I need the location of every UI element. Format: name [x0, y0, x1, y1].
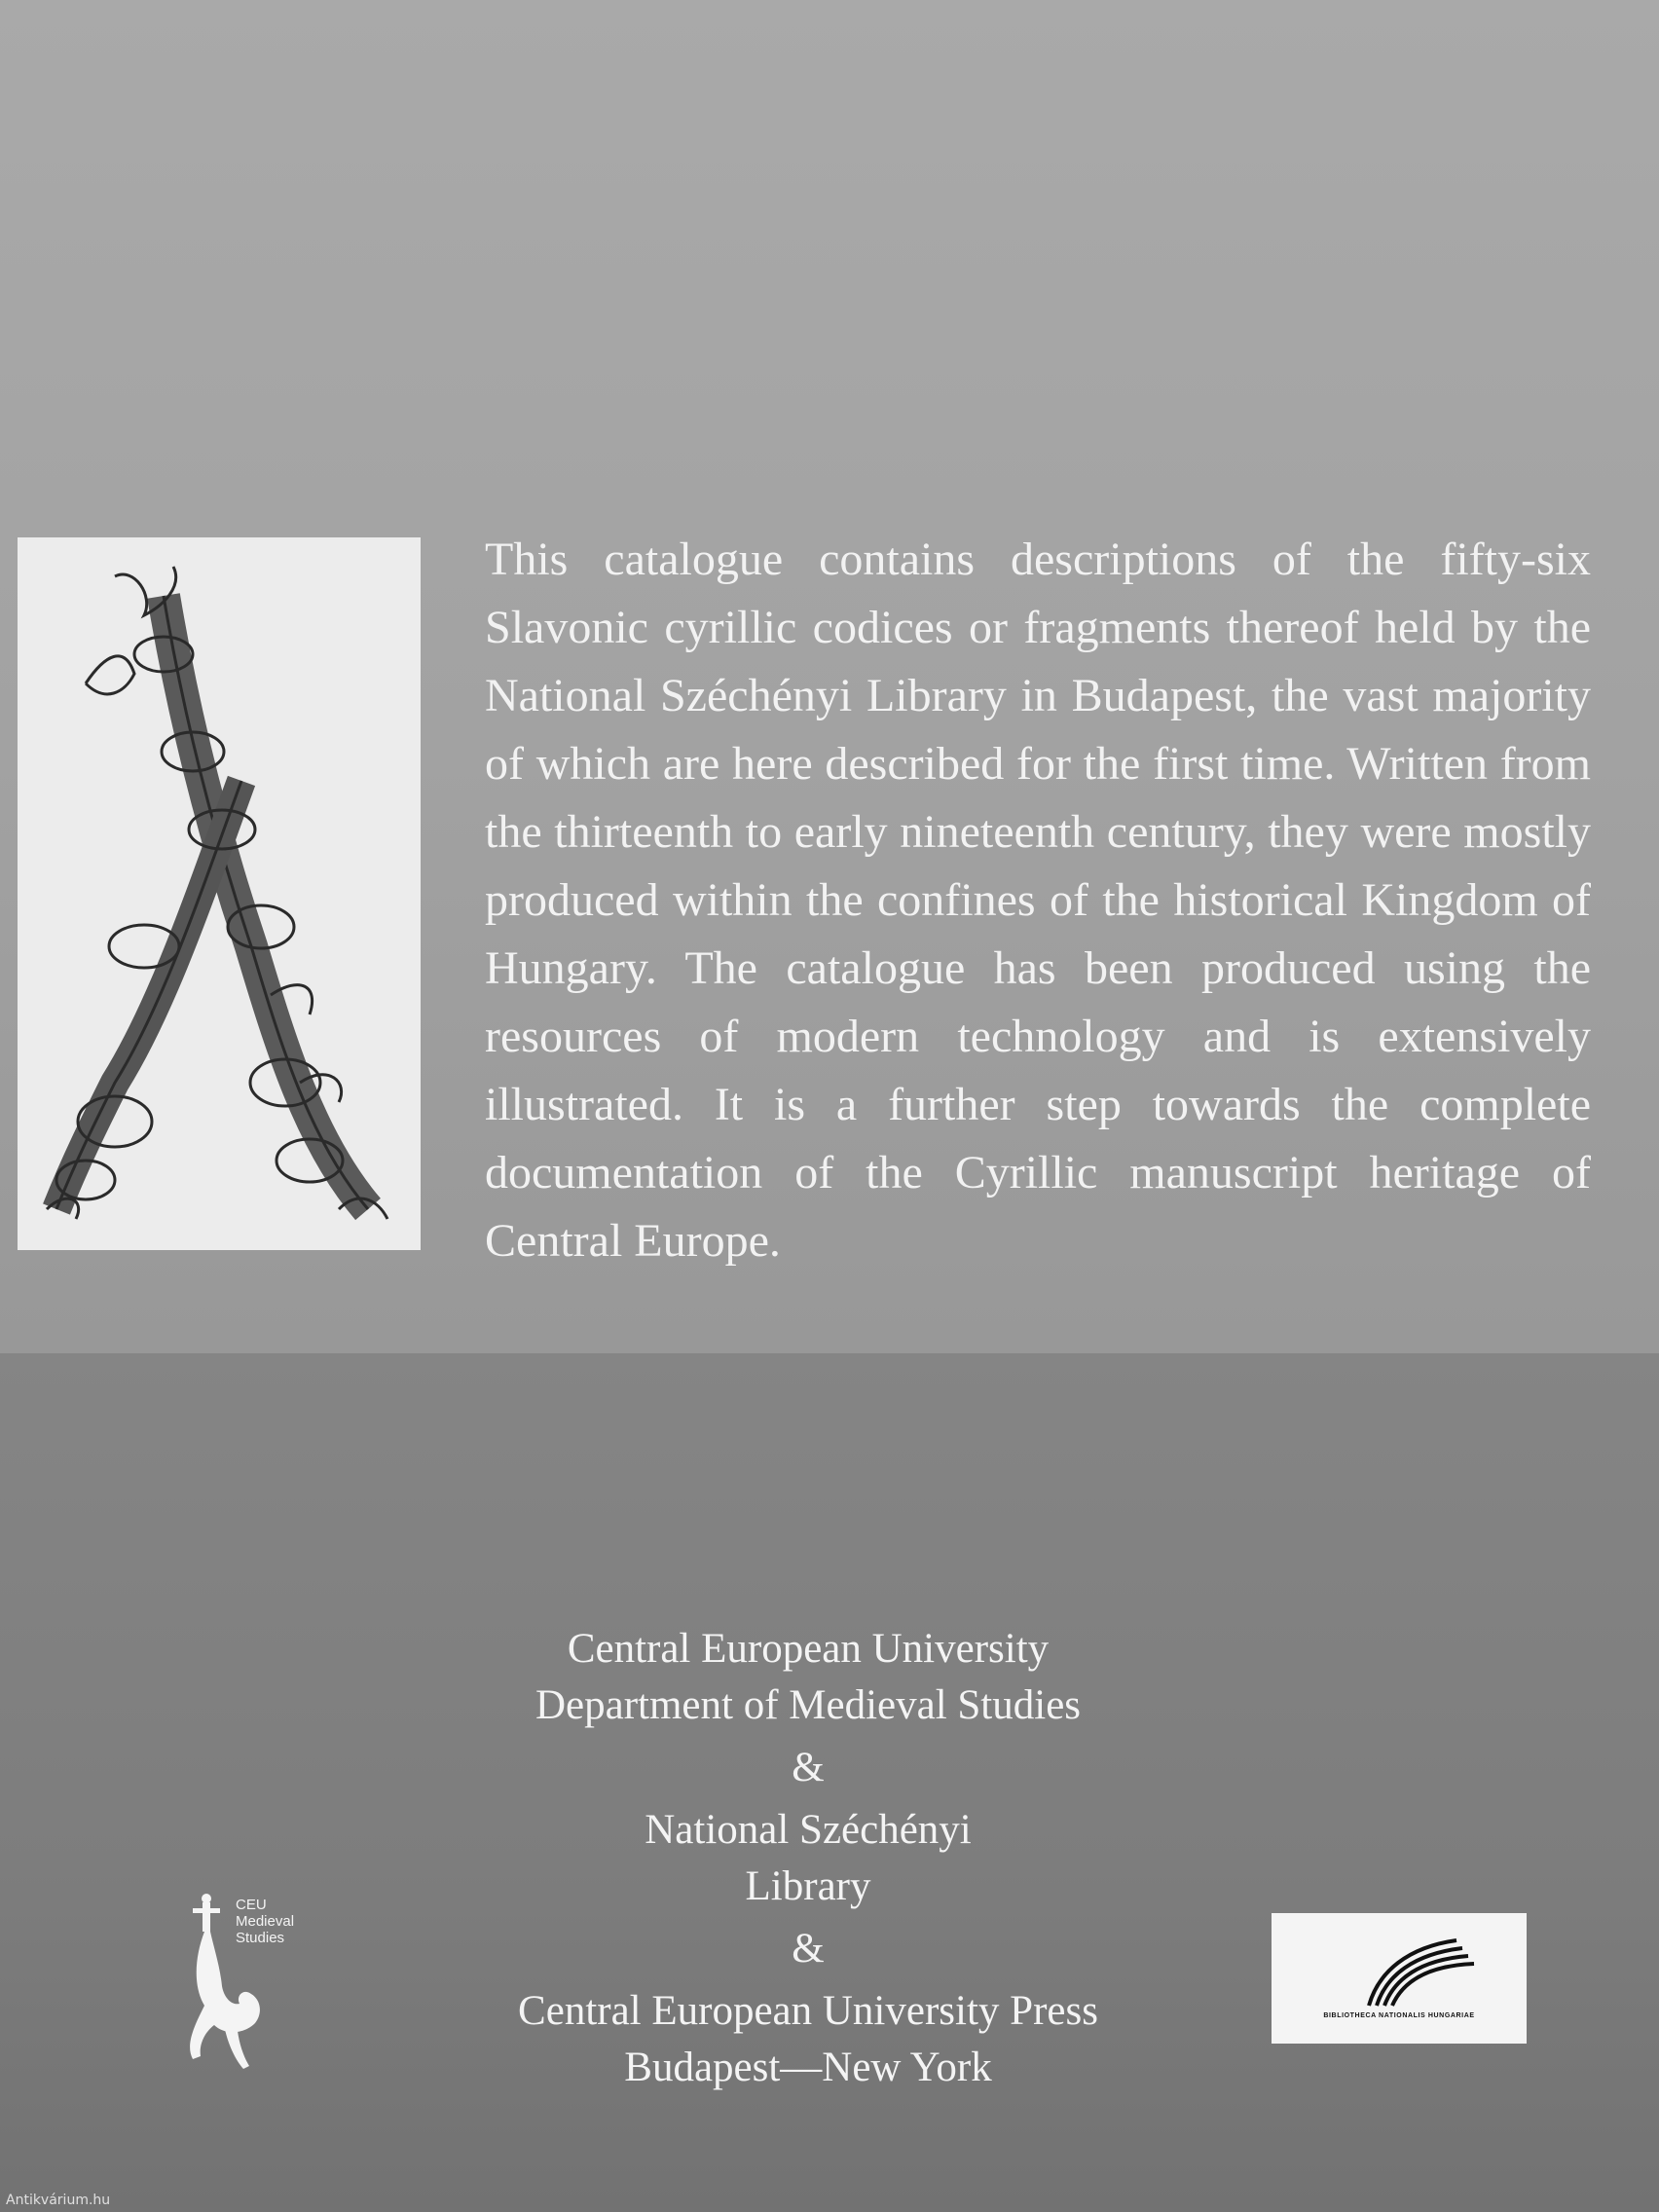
publisher-line: Budapest—New York [624, 2045, 992, 2090]
illuminated-initial-panel [18, 537, 421, 1250]
ampersand: & [792, 1745, 825, 1790]
catalogue-description [485, 526, 1591, 1275]
publisher-line: Central European University [567, 1626, 1050, 1672]
ceu-logo-text: Studies [236, 1930, 285, 1946]
nsl-lines-icon [1272, 1913, 1527, 2044]
ceu-logo-text: Medieval [236, 1913, 295, 1930]
publishers-block [409, 1621, 1207, 2096]
ceu-logo-text: CEU [236, 1897, 267, 1913]
nsl-logo-text: BIBLIOTHECA NATIONALIS HUNGARIAE [1323, 2012, 1475, 2019]
publisher-line: Library [745, 1863, 871, 1909]
illuminated-initial-icon [18, 537, 421, 1250]
watermark: Antikvárium.hu [6, 2193, 111, 2208]
publisher-line: Central European University Press [518, 1988, 1098, 2034]
ceu-medieval-studies-logo [185, 1889, 331, 2074]
ampersand: & [792, 1926, 825, 1972]
publisher-line: National Széchényi [645, 1807, 972, 1853]
national-library-logo [1272, 1913, 1527, 2044]
publisher-line: Department of Medieval Studies [535, 1682, 1082, 1728]
description-text: This catalogue contains descriptions of the fifty-six Slavonic cyrillic codices or fragments thereof held by the National Széchényi Library in Budapest, the vast majority of which are here described for the first time. Written from the thirteenth to early nineteenth century, they were mostly produced within the confines of the historical Kingdom of Hungary. The catalogue has been produced using the resources of modern technology and is extensively illustrated. It is a further step towards the complete documentation of the Cyrillic manuscript heritage of Central Europe. [485, 534, 1591, 1267]
